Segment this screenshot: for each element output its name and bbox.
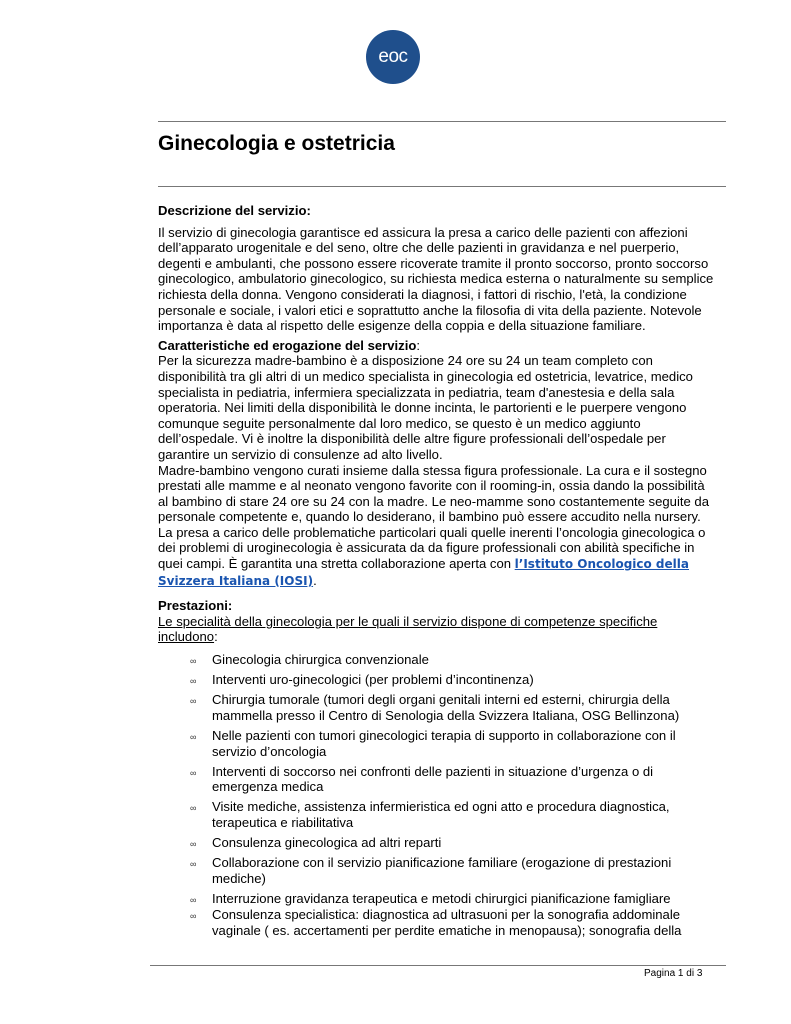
caratteristiche-heading-colon: : — [416, 337, 420, 353]
list-item: ∞ Interruzione gravidanza terapeutica e metodi chirurgici pianificazione famigliare — [212, 891, 718, 907]
caratteristiche-paragraph-2: Madre-bambino vengono curati insieme dalla stessa figura professionale. La cura e il sostegno prestati alle mamme e al neonato vengono favorite con il rooming-in, ossia dando la possibilità al bambino di stare 24 ore su 24 con la madre. Le neo-mamme sono costantemente seguite da personale competente e, quando lo desiderano, il bambino può essere accudito nella nursery. — [158, 462, 709, 525]
descrizione-text: Il servizio di ginecologia garantisce ed assicura la presa a carico delle pazienti con affezioni dell’apparato urogenitale e del seno, oltre che delle pazienti in gravidanza e nel puerperio, degenti e ambulanti, che possono essere ricoverate tramite il pronto soccorso, pronto soccorso ginecologico, ambulatorio ginecologico, su richiesta medica esterna o naturalmente su semplice richiesta della donna. Vengono considerati la diagnosi, i fattori di rischio, l'età, la condizione personale e sociale, i valori etici e soprattutto anche la filosofia di vita della paziente. Notevole importanza è data al rispetto delle esigenze della coppia e della situazione familiare. — [158, 224, 714, 334]
list-item: ∞ Chirurgia tumorale (tumori degli organi genitali interni ed esterni, chirurgia della mammella presso il Centro di Senologia della Svizzera Italiana, OSG Bellinzona) — [212, 692, 718, 723]
descrizione-heading: Descrizione del servizio: — [158, 203, 311, 218]
prestazioni-intro — [158, 614, 718, 645]
caratteristiche-heading — [158, 338, 718, 354]
list-item: ∞ Consulenza ginecologica ad altri reparti — [212, 835, 718, 851]
page-title: Ginecologia e ostetricia — [158, 132, 395, 155]
prestazioni-list — [158, 652, 718, 939]
top-divider — [158, 121, 726, 122]
list-item: ∞ Visite mediche, assistenza infermieristica ed ogni atto e procedura diagnostica, terapeutica e riabilitativa — [212, 799, 718, 830]
logo-text: eoc — [378, 46, 408, 67]
list-item: ∞ Consulenza specialistica: diagnostica ad ultrasuoni per la sonografia addominale vaginale ( es. accertamenti per perdite ematiche in menopausa); sonografia della — [212, 907, 718, 938]
page-number: Pagina 1 di 3 — [644, 968, 703, 979]
prestazioni-intro-colon: : — [214, 629, 218, 645]
paragraph-3-end: . — [313, 572, 317, 588]
eoc-logo — [366, 30, 420, 84]
list-item: ∞ Interventi di soccorso nei confronti delle pazienti in situazione d’urgenza o di emergenza medica — [212, 764, 718, 795]
prestazioni-intro-text: Le specialità della ginecologia per le quali il servizio dispone di competenze specifiche includono — [158, 613, 658, 645]
caratteristiche-paragraph-1: Per la sicurezza madre-bambino è a disposizione 24 ore su 24 un team completo con disponibilità tra gli altri di un medico specialista in ginecologia ed ostetricia, levatrice, medico specialista in pediatria, infermiera specializzata in pediatria, team d'anestesia e della sala operatoria. Nei limiti della disponibilità le donne incinta, le partorienti e le puerpere vengono comunque seguite personalmente dal loro medico, se questo è un medico aggiunto dell’ospedale. Vi è inoltre la disponibilità delle altre figure professionali dell’ospedale per garantire un servizio di consulenze ad alto livello. — [158, 353, 693, 462]
caratteristiche-heading-text: Caratteristiche ed erogazione del servizio — [158, 337, 417, 353]
list-item: ∞ Nelle pazienti con tumori ginecologici terapia di supporto in collaborazione con il servizio d’oncologia — [212, 728, 718, 759]
caratteristiche-paragraph-3 — [158, 525, 718, 589]
iosi-link[interactable]: l’Istituto Oncologico della Svizzera Italiana (IOSI) — [158, 557, 689, 588]
document-body — [158, 203, 718, 943]
list-item: ∞ Interventi uro-ginecologici (per problemi d’incontinenza) — [212, 672, 718, 688]
list-item: ∞ Collaborazione con il servizio pianificazione familiare (erogazione di prestazioni mediche) — [212, 855, 718, 886]
prestazioni-heading: Prestazioni: — [158, 598, 233, 614]
paragraph-3-text: La presa a carico delle problematiche particolari quali quelle inerenti l’oncologia ginecologica o dei problemi di uroginecologia è assicurata da da figure professionali con abilità specifiche in quei campi. È garantita una stretta collaborazione aperta con — [158, 524, 706, 572]
title-divider — [158, 186, 726, 187]
list-item: ∞ Ginecologia chirurgica convenzionale — [212, 652, 718, 668]
footer-divider — [150, 965, 726, 966]
